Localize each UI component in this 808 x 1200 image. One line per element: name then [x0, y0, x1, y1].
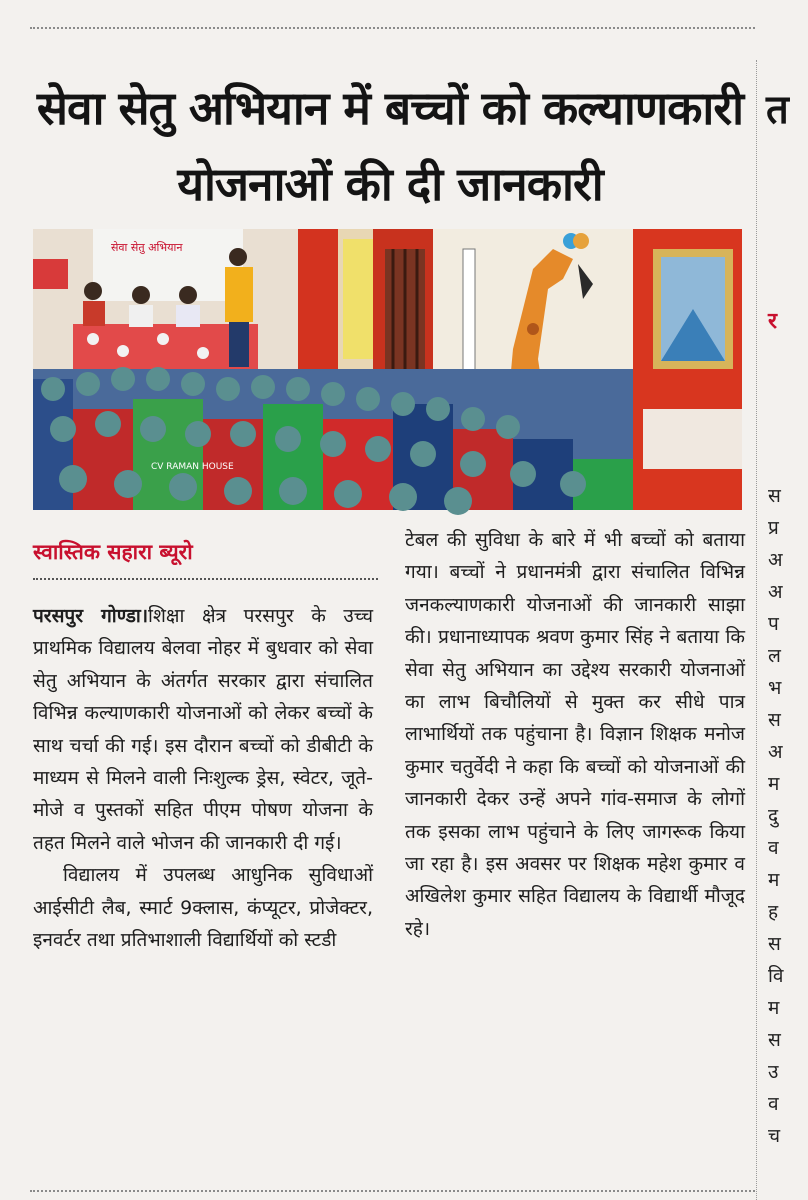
neighbor-letter: स [768, 485, 781, 507]
neighbor-letter: उ [768, 1061, 779, 1083]
article-column-2 [405, 524, 745, 945]
neighbor-letter: व [768, 837, 779, 859]
neighboring-article-edge [764, 60, 789, 1200]
neighbor-letter: प [768, 613, 779, 635]
paragraph-1 [33, 600, 373, 859]
neighbor-headline-fragment: त [766, 87, 789, 133]
neighbor-letter: व [768, 1093, 779, 1115]
column-divider [756, 60, 757, 1200]
neighbor-letter: अ [768, 741, 783, 763]
neighbor-letter: स [768, 1029, 781, 1051]
article-headline [30, 70, 750, 222]
column-2-text: टेबल की सुविधा के बारे में भी बच्चों को बताया गया। बच्चों ने प्रधानमंत्री द्वारा संचालित विभिन्न जनकल्याणकारी योजनाओं की जानकारी साझा की। प्रधानाध्यापक श्रवण कुमार सिंह ने बताया कि सेवा सेतु अभियान का उद्देश्य सरकारी योजनाओं का लाभ बिचौलियों से मुक्त कर सीधे पात्र लाभार्थियों तक पहुंचाना है। विज्ञान शिक्षक मनोज कुमार चतुर्वेदी ने कहा कि बच्चों को योजनाओं की जानकारी देकर उन्हें अपने गांव-समाज के लोगों तक इसका लाभ पहुंचाने के लिए जागरूक किया जा रहा है। इस अवसर पर शिक्षक महेश कुमार व अखिलेश कुमार सहित विद्यालय के विद्यार्थी मौजूद रहे। [405, 529, 745, 940]
neighbor-letter: च [768, 1125, 781, 1147]
article-photo [33, 229, 742, 510]
photo-banner-text: सेवा सेतु अभियान [111, 241, 183, 254]
neighbor-letter: स [768, 709, 781, 731]
neighbor-text-fragments [768, 480, 808, 1152]
headline-line-1: सेवा सेतु अभियान में बच्चों को कल्याणकारी [36, 81, 744, 135]
neighbor-letter: अ [768, 581, 783, 603]
bottom-dotted-rule [30, 1190, 755, 1192]
neighbor-letter: भ [768, 677, 782, 699]
neighbor-byline-fragment: र [768, 309, 777, 334]
byline: स्वास्तिक सहारा ब्यूरो [33, 540, 193, 564]
neighbor-letter: दु [768, 805, 779, 827]
neighbor-letter: म [768, 773, 780, 795]
photo-shirt-text: CV RAMAN HOUSE [151, 462, 234, 472]
headline-line-2: योजनाओं की दी जानकारी [177, 157, 603, 211]
top-dotted-rule [30, 27, 755, 29]
article-column-1 [33, 600, 373, 956]
neighbor-letter: ह [768, 901, 779, 923]
paragraph-1-text: शिक्षा क्षेत्र परसपुर के उच्च प्राथमिक विद्यालय बेलवा नोहर में बुधवार को सेवा सेतु अभियान के अंतर्गत सरकार द्वारा संचालित विभिन्न कल्याणकारी योजनाओं को लेकर बच्चों के साथ चर्चा की गई। इस दौरान बच्चों को डीबीटी के माध्यम से मिलने वाली निःशुल्क ड्रेस, स्वेटर, जूते-मोजे व पुस्तकों सहित पीएम पोषण योजना के तहत मिलने वाले भोजन की जानकारी दी गई। [33, 605, 374, 854]
dateline: परसपुर गोण्डा। [33, 605, 149, 627]
neighbor-letter: म [768, 997, 780, 1019]
neighbor-letter: प्र [768, 517, 779, 539]
neighbor-letter: म [768, 869, 780, 891]
paragraph-2: विद्यालय में उपलब्ध आधुनिक सुविधाओं आईसीटी लैब, स्मार्ट 9क्लास, कंप्यूटर, प्रोजेक्टर, इनवर्टर तथा प्रतिभाशाली विद्यार्थियों को स्टडी [33, 864, 373, 952]
neighbor-letter: स [768, 933, 781, 955]
neighbor-letter: वि [768, 965, 784, 987]
neighbor-letter: ल [768, 645, 781, 667]
byline-dotted-rule [33, 578, 378, 580]
neighbor-letter: अ [768, 549, 783, 571]
